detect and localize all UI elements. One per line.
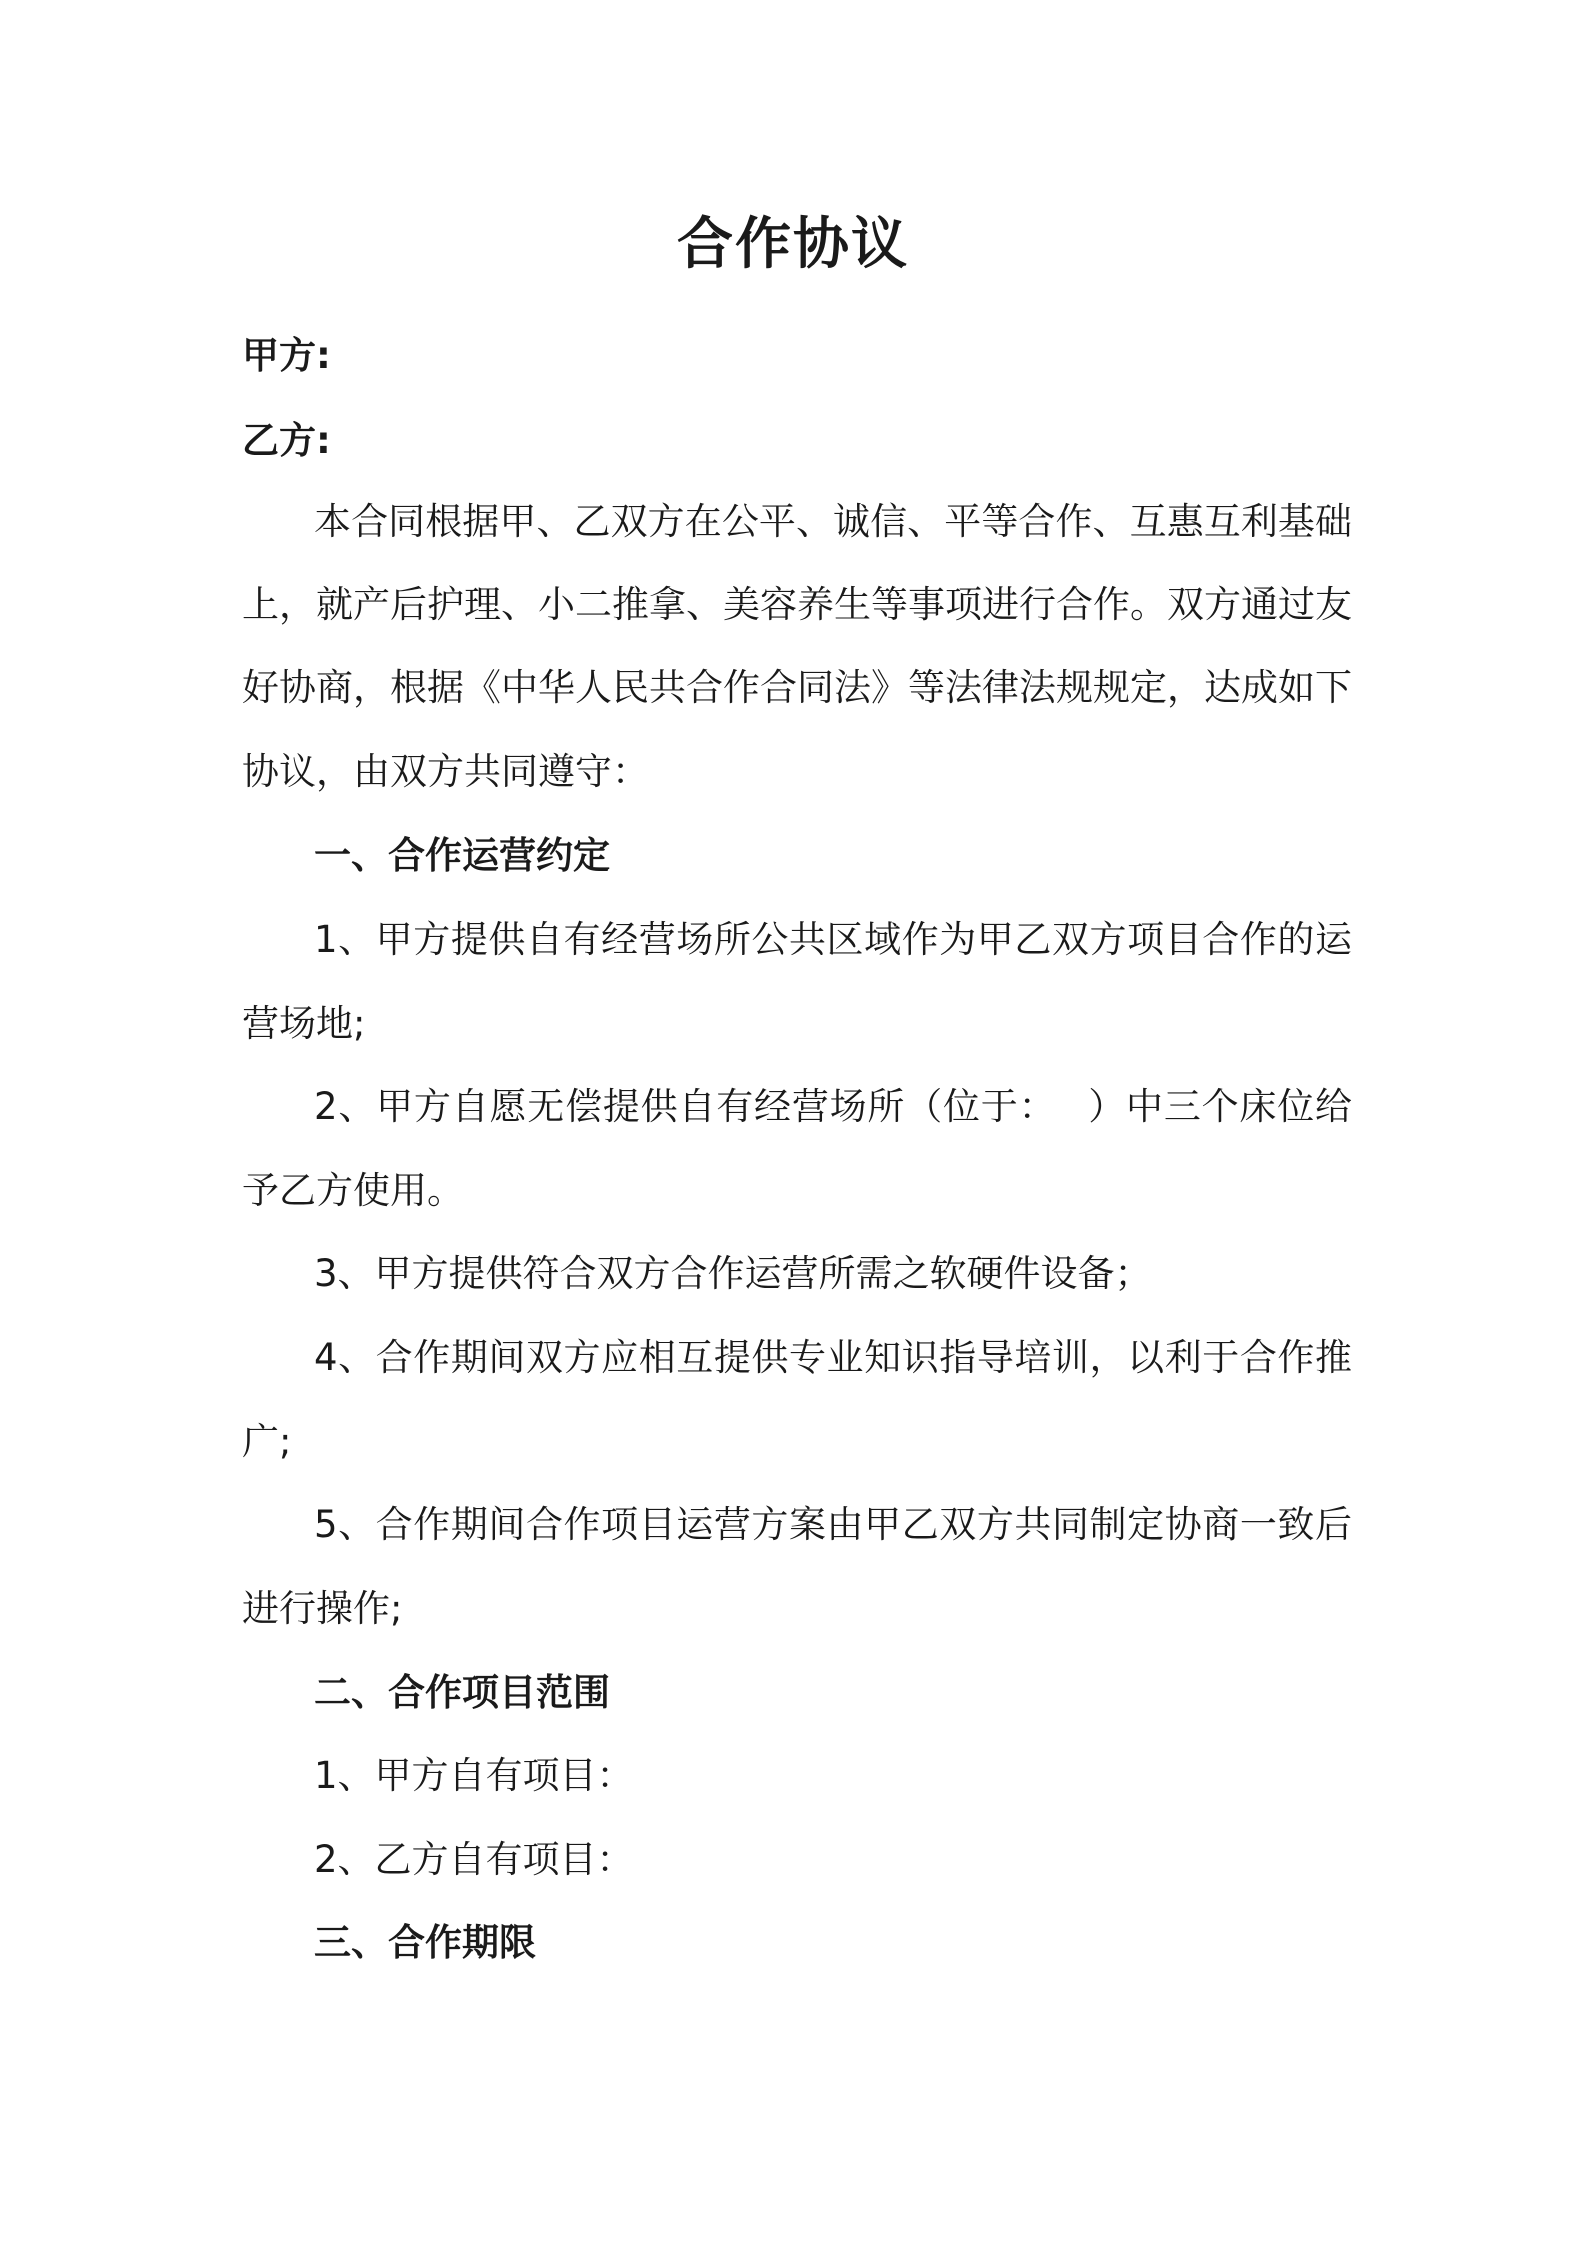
section-1-item-5-line-2: 进行操作;	[242, 1587, 403, 1630]
section-1-item-5-line-1: 5、合作期间合作项目运营方案由甲乙双方共同制定协商一致后	[314, 1503, 1352, 1546]
section-1-item-2-line-1: 2、甲方自愿无偿提供自有经营场所（位于： ）中三个床位给	[314, 1085, 1352, 1128]
intro-line-3: 好协商，根据《中华人民共合作合同法》等法律法规规定，达成如下	[242, 666, 1352, 709]
section-2-item-1: 1、甲方自有项目：	[314, 1754, 634, 1797]
party-b-label: 乙方:	[242, 419, 331, 462]
section-1-heading: 一、合作运营约定	[314, 834, 610, 877]
section-1-item-4-line-1: 4、合作期间双方应相互提供专业知识指导培训，以利于合作推	[314, 1336, 1352, 1379]
section-1-item-1-line-2: 营场地;	[242, 1002, 366, 1045]
section-1-item-2-line-2: 予乙方使用。	[242, 1169, 464, 1212]
section-3-heading: 三、合作期限	[314, 1921, 536, 1964]
section-1-item-1-line-1: 1、甲方提供自有经营场所公共区域作为甲乙双方项目合作的运	[314, 918, 1352, 961]
party-a-label: 甲方:	[242, 334, 331, 377]
intro-line-2: 上，就产后护理、小二推拿、美容养生等事项进行合作。双方通过友	[242, 583, 1352, 626]
section-2-heading: 二、合作项目范围	[314, 1671, 610, 1714]
intro-line-4: 协议，由双方共同遵守：	[242, 750, 649, 793]
section-1-item-4-line-2: 广;	[242, 1420, 292, 1463]
intro-line-1: 本合同根据甲、乙双方在公平、诚信、平等合作、互惠互利基础	[314, 500, 1352, 543]
section-2-item-2: 2、乙方自有项目：	[314, 1838, 634, 1881]
section-1-item-3: 3、甲方提供符合双方合作运营所需之软硬件设备；	[314, 1252, 1152, 1295]
document-title: 合作协议	[677, 212, 909, 277]
